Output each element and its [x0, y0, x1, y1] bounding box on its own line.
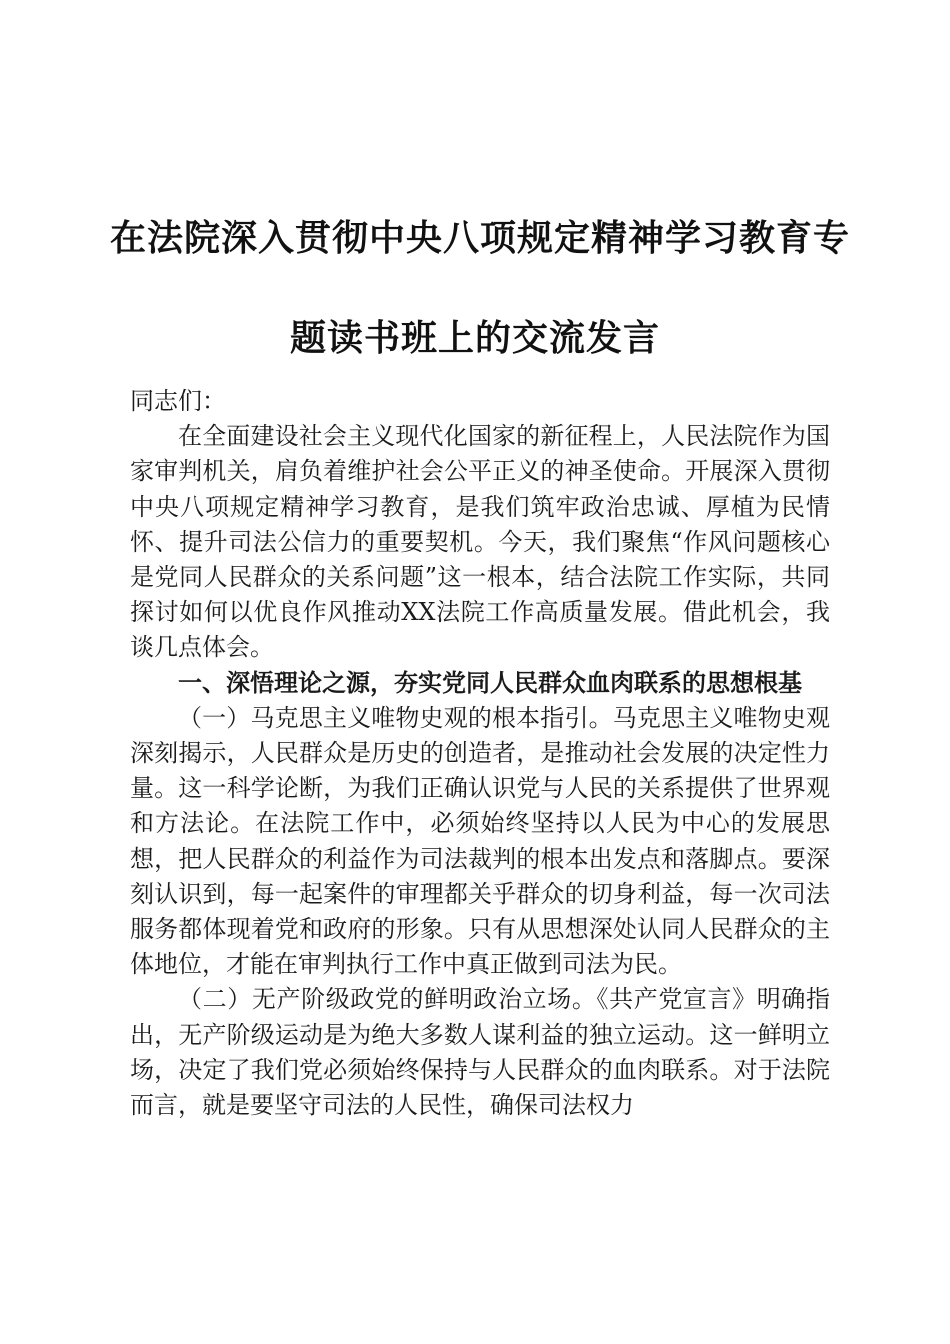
- salutation: 同志们：: [130, 387, 226, 415]
- intro-paragraph: 在全面建设社会主义现代化国家的新征程上，人民法院作为国家审判机关，肩负着维护社会公平正义的神圣使命。开展深入贯彻中央八项规定精神学习教育，是我们筑牢政治忠诚、厚植为民情怀、提升司法公信力的重要契机。今天，我们聚焦“作风问题核心是党同人民群众的关系问题”这一根本，结合法院工作实际，共同探讨如何以优良作风推动XX法院工作高质量发展。借此机会，我谈几点体会。: [130, 422, 830, 662]
- subsection-1-paragraph: [130, 701, 830, 983]
- subsection-1-text: 马克思主义唯物史观深刻揭示，人民群众是历史的创造者，是推动社会发展的决定性力量。这一科学论断，为我们正确认识党与人民的关系提供了世界观和方法论。在法院工作中，必须始终坚持以人民为中心的发展思想，把人民群众的利益作为司法裁判的根本出发点和落脚点。要深刻认识到，每一起案件的审理都关乎群众的切身利益，每一次司法服务都体现着党和政府的形象。只有从思想深处认同人民群众的主体地位，才能在审判执行工作中真正做到司法为民。: [130, 703, 831, 979]
- subsection-1-heading: （一）马克思主义唯物史观的根本指引。: [178, 703, 613, 732]
- section-1-heading: 一、深悟理论之源，夯实党同人民群众血肉联系的思想根基: [178, 668, 802, 697]
- document-body: [130, 384, 830, 1123]
- subsection-2-paragraph: [130, 982, 830, 1123]
- title-line-1: 在法院深入贯彻中央八项规定精神学习教育专: [110, 217, 851, 259]
- title-line-2: 题读书班上的交流发言: [289, 317, 660, 359]
- document-title: [110, 188, 851, 388]
- subsection-2-text: 《共产党宣言》明确指出，无产阶级运动是为绝大多数人谋利益的独立运动。这一鲜明立场，决定了我们党必须始终保持与人民群众的血肉联系。对于法院而言，就是要坚守司法的人民性，确保司法权力: [130, 985, 831, 1120]
- subsection-2-heading: （二）无产阶级政党的鲜明政治立场。: [178, 985, 597, 1014]
